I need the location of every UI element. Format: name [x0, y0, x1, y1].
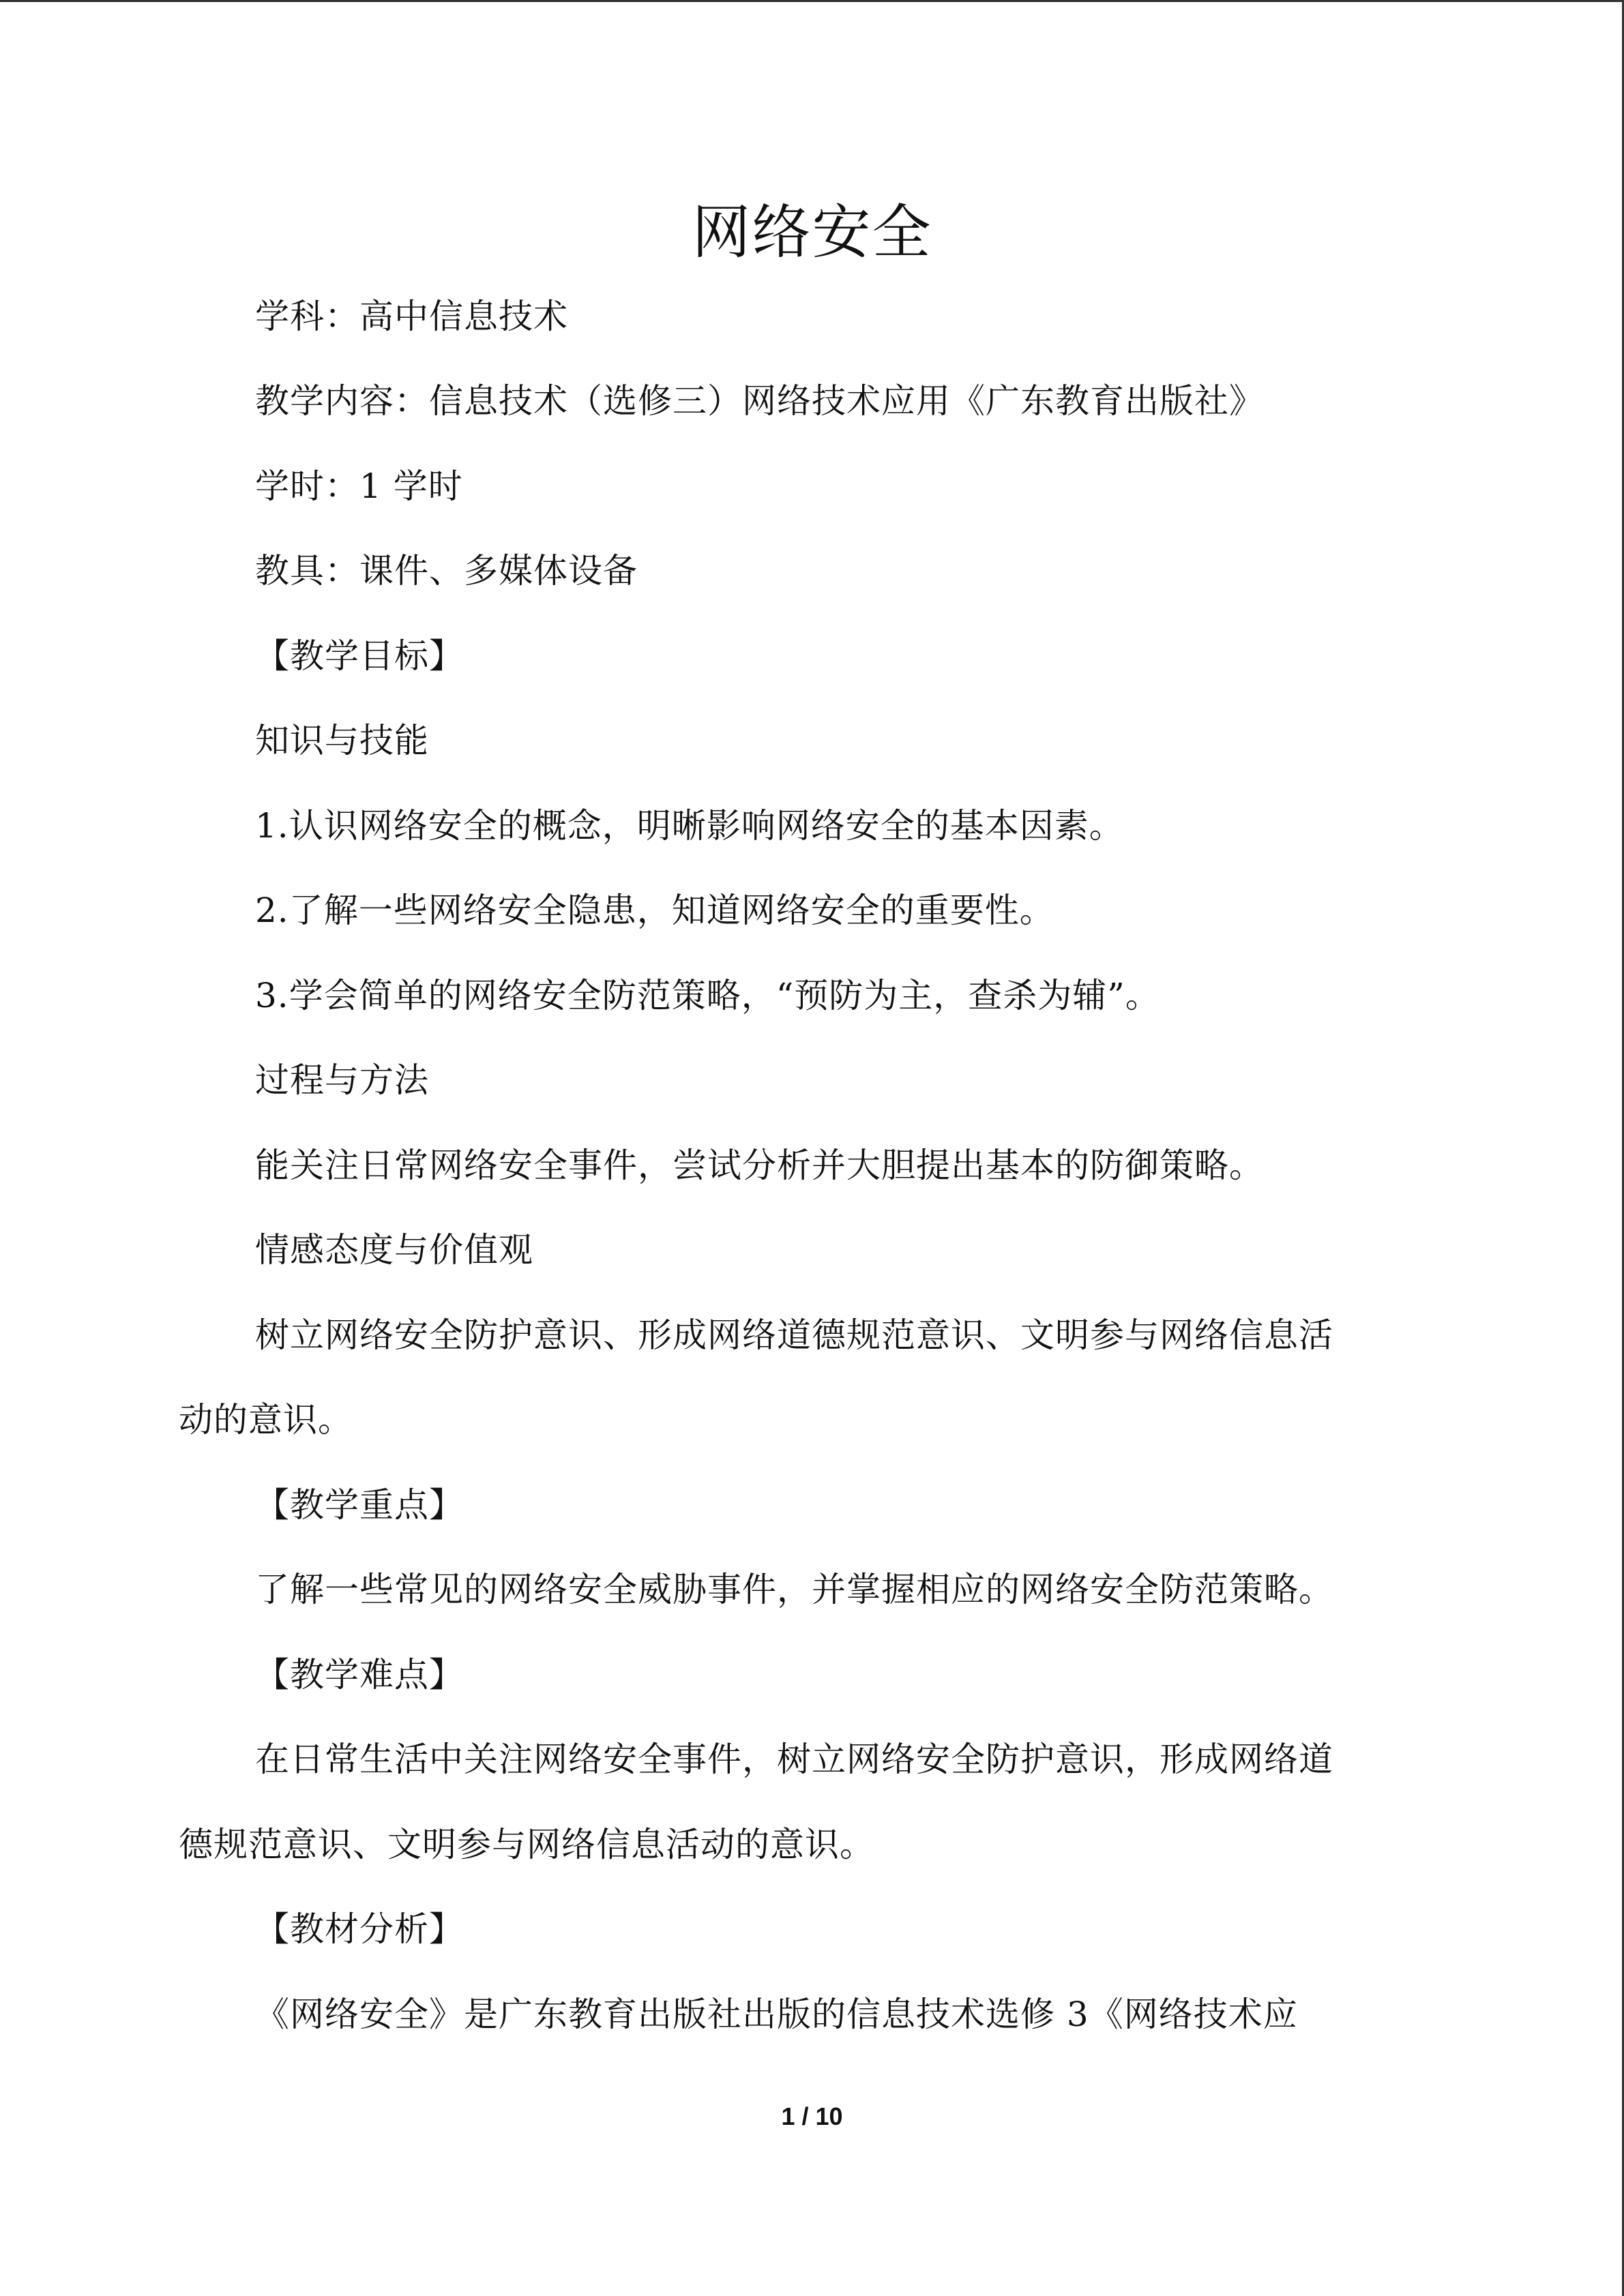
subject-line: 学科：高中信息技术 [255, 297, 568, 336]
section-heading-objectives: 【教学目标】 [255, 636, 464, 676]
content-line: 教学内容：信息技术（选修三）网络技术应用《广东教育出版社》 [255, 381, 1264, 421]
document-title: 网络安全 [692, 198, 932, 267]
key-points-text: 了解一些常见的网络安全威胁事件，并掌握相应的网络安全防范策略。 [255, 1570, 1333, 1609]
section-heading-key-points: 【教学重点】 [255, 1485, 464, 1525]
difficulties-text-line-2: 德规范意识、文明参与网络信息活动的意识。 [179, 1825, 874, 1864]
objective-item-3: 3.学会简单的网络安全防范策略，“预防为主，查杀为辅”。 [255, 976, 1160, 1015]
process-method-text: 能关注日常网络安全事件，尝试分析并大胆提出基本的防御策略。 [255, 1146, 1264, 1185]
section-heading-textbook-analysis: 【教材分析】 [255, 1909, 464, 1949]
subheading-knowledge-skills: 知识与技能 [255, 721, 429, 760]
textbook-analysis-text: 《网络安全》是广东教育出版社出版的信息技术选修 3《网络技术应 [255, 1995, 1298, 2034]
hours-line: 学时：1 学时 [255, 466, 463, 506]
objective-item-1: 1.认识网络安全的概念，明晰影响网络安全的基本因素。 [255, 806, 1124, 846]
tools-line: 教具：课件、多媒体设备 [255, 551, 638, 591]
difficulties-text-line-1: 在日常生活中关注网络安全事件，树立网络安全防护意识，形成网络道 [255, 1740, 1333, 1779]
subheading-attitude-values: 情感态度与价值观 [255, 1230, 533, 1270]
subheading-process-method: 过程与方法 [255, 1060, 429, 1100]
objective-item-2: 2.了解一些网络安全隐患，知道网络安全的重要性。 [255, 891, 1054, 930]
attitude-values-text-line-2: 动的意识。 [179, 1400, 353, 1440]
section-heading-difficulties: 【教学难点】 [255, 1655, 464, 1695]
attitude-values-text-line-1: 树立网络安全防护意识、形成网络道德规范意识、文明参与网络信息活 [255, 1315, 1333, 1355]
page-number: 1 / 10 [781, 2102, 843, 2130]
